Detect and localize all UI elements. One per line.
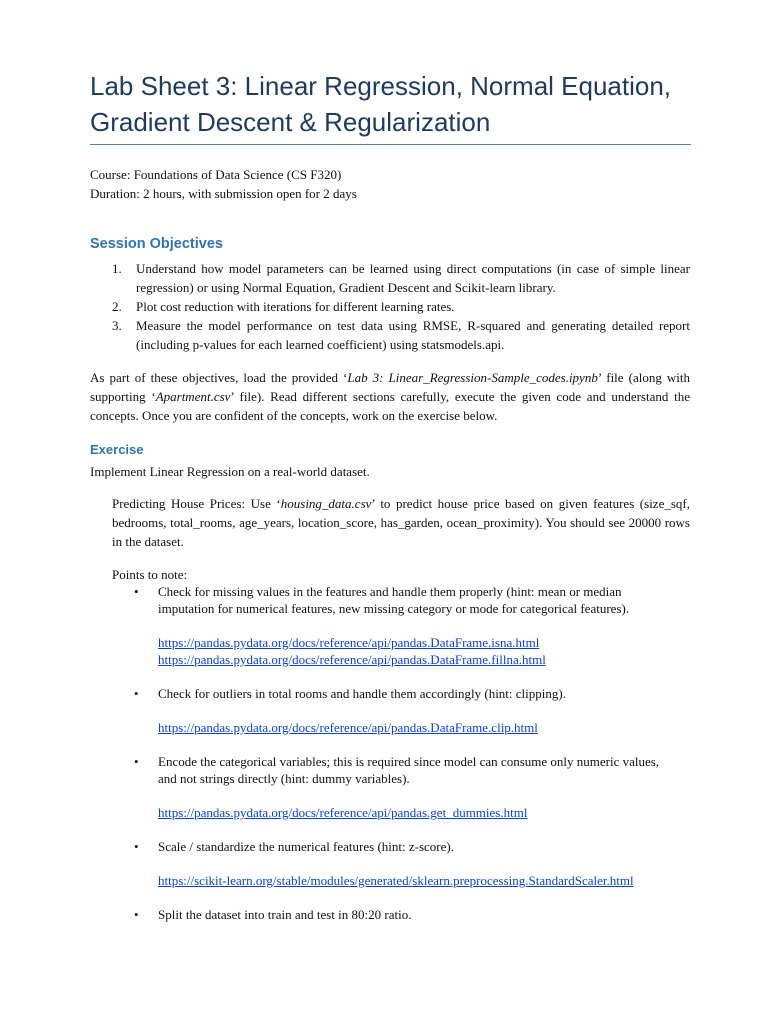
- docs-link[interactable]: https://pandas.pydata.org/docs/reference/api/pandas.DataFrame.clip.html: [158, 720, 538, 735]
- point-text: Encode the categorical variables; this is required since model can consume only numeric values, and not strings directly (hint: dummy variables).: [158, 754, 660, 786]
- intro-text: ’ file (along with supporting ‘: [90, 370, 690, 404]
- exercise-heading: Exercise: [90, 442, 144, 457]
- points-list: [112, 583, 672, 940]
- exercise-intro: Implement Linear Regression on a real-world dataset.: [90, 464, 370, 479]
- point-item: [112, 685, 672, 736]
- bullet-icon: •: [134, 686, 139, 701]
- apartment-filename: Apartment.csv: [155, 389, 231, 404]
- point-links: [158, 872, 672, 889]
- points-label: Points to note:: [112, 567, 188, 582]
- housing-filename: housing_data.csv: [280, 496, 372, 511]
- objective-text: Understand how model parameters can be learned using direct computations (in case of simple linear regression) or using Normal Equation, Gradient Descent and Scikit-learn library.: [136, 261, 690, 295]
- task-text: ’ to predict house price based on given features (size_sqf, bedrooms, total_rooms, age_years, location_score, has_garden, ocean_proximity). You should see 20000 rows in the dataset.: [112, 496, 690, 549]
- objectives-list: [90, 259, 690, 354]
- bullet-icon: •: [134, 584, 139, 599]
- point-item: [112, 906, 672, 923]
- docs-link[interactable]: https://pandas.pydata.org/docs/reference/api/pandas.DataFrame.fillna.html: [158, 652, 546, 667]
- course-line: Course: Foundations of Data Science (CS F320): [90, 167, 342, 182]
- title-line-2: Gradient Descent & Regularization: [90, 107, 491, 137]
- objective-item: [90, 297, 690, 316]
- objectives-heading: Session Objectives: [90, 236, 223, 252]
- objective-number: 1.: [112, 261, 122, 276]
- duration-line: Duration: 2 hours, with submission open for 2 days: [90, 186, 357, 201]
- docs-link[interactable]: https://scikit-learn.org/stable/modules/generated/sklearn.preprocessing.StandardScaler.html: [158, 873, 634, 888]
- intro-text: As part of these objectives, load the provided ‘: [90, 370, 348, 385]
- objective-text: Plot cost reduction with iterations for different learning rates.: [136, 299, 455, 314]
- point-text: Split the dataset into train and test in 80:20 ratio.: [158, 907, 412, 922]
- course-info: [90, 165, 357, 203]
- point-text: Check for missing values in the features and handle them properly (hint: mean or median imputation for numerical features, new missing category or mode for categorical features).: [158, 584, 630, 616]
- bullet-icon: •: [134, 754, 139, 769]
- point-links: [158, 719, 672, 736]
- point-text: Check for outliers in total rooms and handle them accordingly (hint: clipping).: [158, 686, 566, 701]
- document-title: [90, 68, 700, 140]
- objectives-intro-paragraph: [90, 368, 690, 425]
- title-line-1: Lab Sheet 3: Linear Regression, Normal Equation,: [90, 71, 672, 101]
- title-divider: [90, 144, 691, 145]
- objective-item: [90, 316, 690, 354]
- intro-text: ’ file). Read different sections carefully, execute the given code and understand the concepts. Once you are confident of the concepts, work on the exercise below.: [90, 389, 690, 423]
- point-text: Scale / standardize the numerical features (hint: z-score).: [158, 839, 454, 854]
- point-item: [112, 838, 672, 889]
- objective-number: 3.: [112, 318, 122, 333]
- docs-link[interactable]: https://pandas.pydata.org/docs/reference/api/pandas.DataFrame.isna.html: [158, 635, 540, 650]
- point-links: [158, 804, 672, 821]
- objective-number: 2.: [112, 299, 122, 314]
- docs-link[interactable]: https://pandas.pydata.org/docs/reference/api/pandas.get_dummies.html: [158, 805, 528, 820]
- point-item: [112, 583, 672, 668]
- objective-text: Measure the model performance on test data using RMSE, R-squared and generating detailed report (including p-values for each learned coefficient) using statsmodels.api.: [136, 318, 690, 352]
- bullet-icon: •: [134, 907, 139, 922]
- objective-item: [90, 259, 690, 297]
- bullet-icon: •: [134, 839, 139, 854]
- point-item: [112, 753, 672, 821]
- point-links: [158, 634, 672, 668]
- notebook-filename: Lab 3: Linear_Regression-Sample_codes.ipynb: [347, 370, 598, 385]
- house-prices-task: [112, 494, 690, 551]
- task-text: Predicting House Prices: Use ‘: [112, 496, 281, 511]
